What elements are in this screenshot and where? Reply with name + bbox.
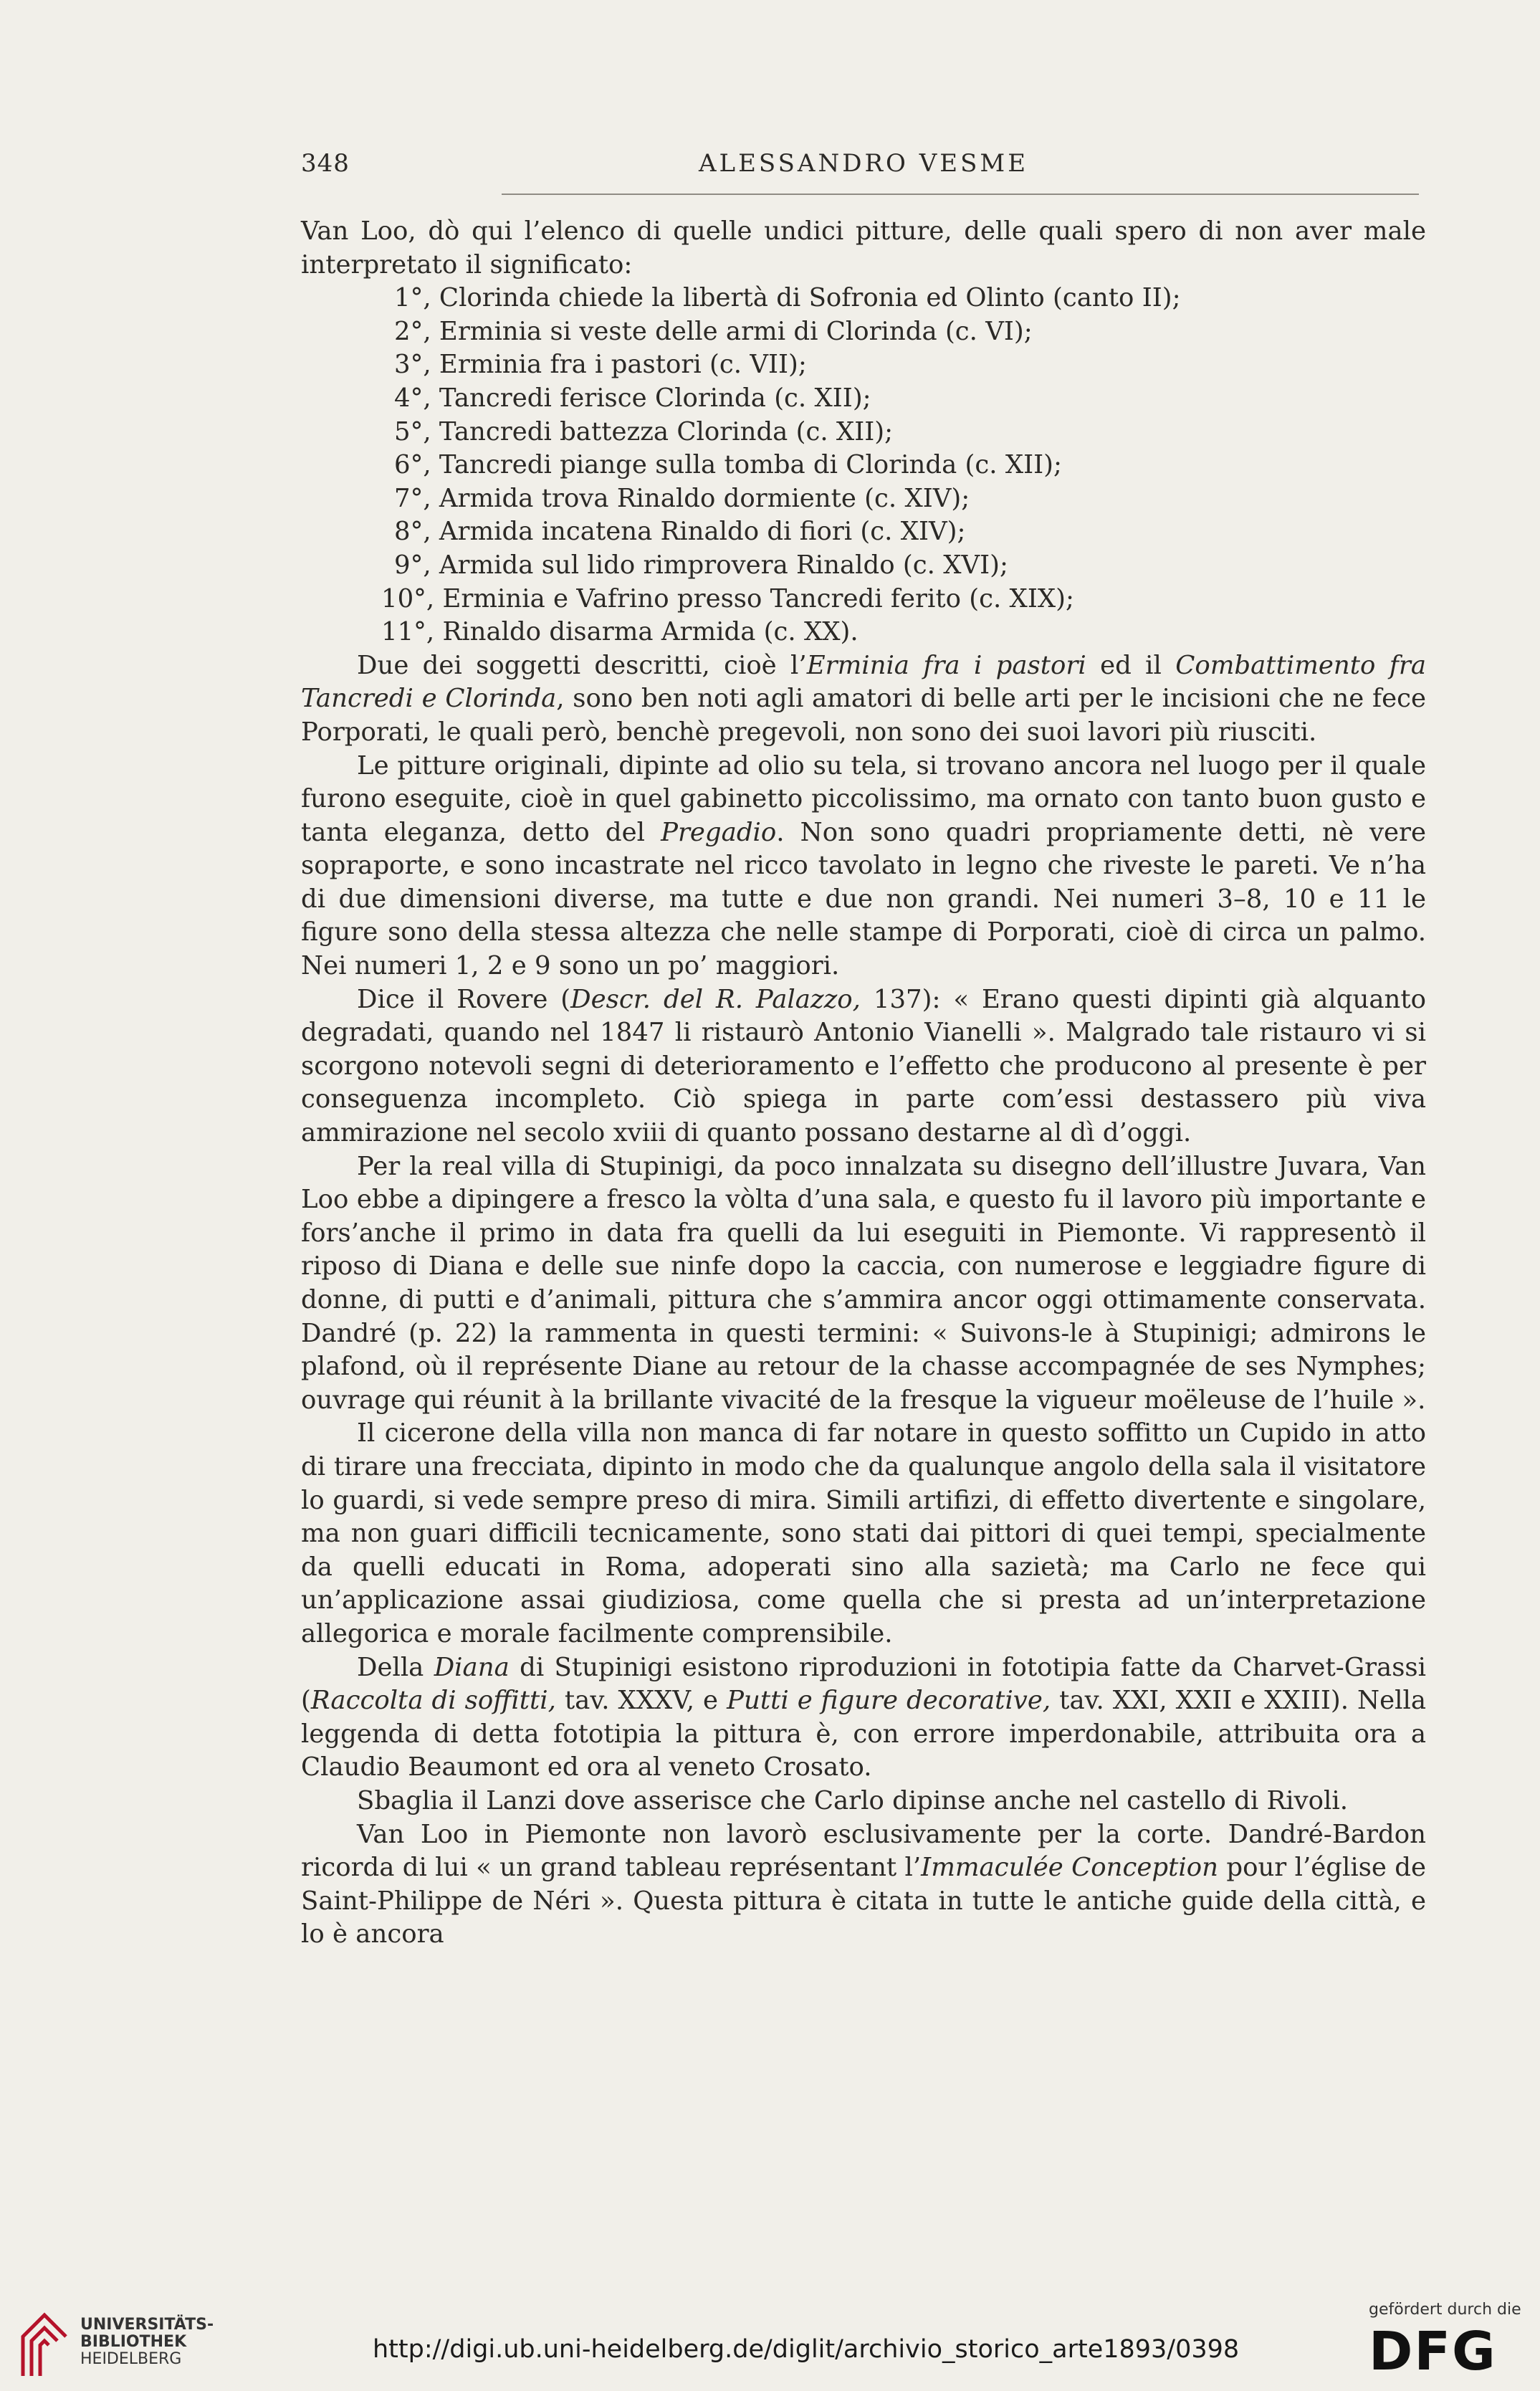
dfg-wordmark: DFG [1369,2321,1497,2382]
text-run: . Non sono quadri propriamente detti, nè vere sopraporte, e sono incastrate nel ricco tavolato in legno che riveste le pareti. Ve n’ha di due dimensioni diverse, ma tutte e due non grandi. Nei numeri 3–8, 10 e 11 le figure sono della stessa altezza che nelle stampe di Porporati, cioè di circa un palmo. Nei numeri 1, 2 e 9 sono un po’ maggiori. [301,817,1426,981]
italic-title: Descr. del R. Palazzo, [570,984,861,1014]
list-item: 7°, Armida trova Rinaldo dormiente (c. XIV); [394,483,970,513]
text-run: di Stupinigi esistono riproduzioni in fototipia fatte da Charvet-Grassi ( [301,1652,1426,1716]
list-item: 1°, Clorinda chiede la libertà di Sofronia ed Olinto (canto II); [394,283,1181,313]
library-name [80,2316,214,2368]
library-name-line: UNIVERSITÄTS- [80,2316,214,2334]
italic-title: Putti e figure decorative, [727,1686,1051,1716]
text-run: tav. XXXV, e [555,1686,727,1716]
source-url[interactable]: http://digi.ub.uni-heidelberg.de/diglit/archivio_storico_arte1893/0398 [373,2335,1240,2364]
library-logo [16,2308,245,2380]
text-run: Due dei soggetti descritti, cioè l’ [357,650,807,680]
running-title: ALESSANDRO VESME [698,149,1029,178]
italic-title: Raccolta di soffitti, [310,1686,556,1716]
list-item: 9°, Armida sul lido rimprovera Rinaldo (c. XVI); [394,550,1008,580]
intro-paragraph: Van Loo, dò qui l’elenco di quelle undici pitture, delle quali spero di non aver male interpretato il significato: [301,216,1426,280]
library-seal-icon [16,2308,73,2380]
text-run: Van Loo in Piemonte non lavorò esclusivamente per la corte. Dandré-Bardon ricorda di lui « un grand tableau représentant l’ [301,1819,1426,1883]
painting-list [301,282,1426,649]
list-item: 10°, Erminia e Vafrino presso Tancredi ferito (c. XIX); [381,583,1074,614]
paragraph: Per la real villa di Stupinigi, da poco innalzata su disegno dell’illustre Juvara, Van Loo ebbe a dipingere a fresco la vòlta d’una sala, e questo fu il lavoro più importante e fors’anche il primo in data fra quelli da lui eseguiti in Piemonte. Vi rappresentò il riposo di Diana e delle sue ninfe dopo la caccia, con numerose e leggiadre figure di donne, di putti e d’animali, pittura che s’ammira ancor oggi ottimamente conservata. Dandré (p. 22) la rammenta in questi termini: « Suivons-le à Stupinigi; admirons le plafond, où il représente Diane au retour de la chasse accompagnée de ses Nymphes; ouvrage qui réunit à la brillante vivacité de la fresque la vigueur moëleuse de l’huile ». [301,1151,1426,1415]
text-run: ed il [1086,650,1176,680]
list-item: 5°, Tancredi battezza Clorinda (c. XII); [394,416,894,447]
list-item: 11°, Rinaldo disarma Armida (c. XX). [381,617,859,647]
list-item: 2°, Erminia si veste delle armi di Clorinda (c. VI); [394,316,1033,346]
paragraph [301,750,1426,983]
library-name-line: HEIDELBERG [80,2350,182,2368]
text-run: Della [357,1652,434,1682]
text-run: 137): « Erano questi dipinti già alquanto degradati, quando nel 1847 li ristaurò Antonio Vianelli ». Malgrado tale ristauro vi si scorgono notevoli segni di deterioramento e l’effetto che producono al presente è per conseguenza incompleto. Ciò spiega in parte com’essi destassero più viva ammirazione nel secolo xviii di quanto possano destarne al dì d’oggi. [301,984,1427,1148]
text-run: tav. XXI, XXII e XXIII). Nella leggenda di detta fototipia la pittura è, con errore imperdonabile, attribuita ora a Claudio Beaumont ed ora al veneto Crosato. [301,1686,1427,1782]
header-rule [502,194,1419,195]
page-header [301,142,1426,185]
text-run: , sono ben noti agli amatori di belle arti per le incisioni che ne fece Porporati, le quali però, benchè pregevoli, non sono dei suoi lavori più riusciti. [301,684,1426,747]
list-item: 6°, Tancredi piange sulla tomba di Clorinda (c. XII); [394,450,1062,480]
funded-by-text: gefördert durch die [1369,2301,1521,2319]
page-number: 348 [301,149,350,178]
paragraph [301,1651,1426,1785]
italic-title: Diana [434,1652,510,1682]
text-run: Le pitture originali, dipinte ad olio su tela, si trovano ancora nel luogo per il quale furono eseguite, cioè in quel gabinetto piccolissimo, ma ornato con tanto buon gusto e tanta eleganza, detto del [301,750,1426,847]
body-text [301,215,1426,1952]
paragraph: Sbaglia il Lanzi dove asserisce che Carlo dipinse anche nel castello di Rivoli. [357,1785,1349,1815]
text-run: pour l’église de Saint-Philippe de Néri ». Questa pittura è citata in tutte le antiche guide della città, e lo è ancora [301,1853,1426,1949]
text-run: Dice il Rovere ( [357,984,571,1014]
paragraph [301,1818,1426,1952]
list-item: 8°, Armida incatena Rinaldo di fiori (c. XIV); [394,517,966,547]
dfg-logo [1362,2301,1526,2380]
italic-title: Combattimento fra Tancredi e Clorinda [301,650,1426,714]
paragraph [301,649,1426,750]
italic-title: Immaculée Conception [921,1853,1219,1883]
italic-title: Erminia fra i pastori [806,650,1086,680]
library-name-line: BIBLIOTHEK [80,2333,187,2351]
italic-title: Pregadio [661,817,777,847]
paragraph [301,983,1426,1150]
paragraph: Il cicerone della villa non manca di far notare in questo soffitto un Cupido in atto di tirare una frecciata, dipinto in modo che da qualunque angolo della sala il visitatore lo guardi, si vede sempre preso di mira. Simili artifizi, di effetto divertente e singolare, ma non guari difficili tecnicamente, sono stati dai pittori di quei tempi, specialmente da quelli educati in Roma, adoperati sino alla sazietà; ma Carlo ne fece qui un’applicazione assai giudiziosa, come quella che si presta ad un’interpretazione allegorica e morale facilmente comprensibile. [301,1418,1426,1648]
list-item: 4°, Tancredi ferisce Clorinda (c. XII); [394,383,871,413]
list-item: 3°, Erminia fra i pastori (c. VII); [394,350,807,380]
